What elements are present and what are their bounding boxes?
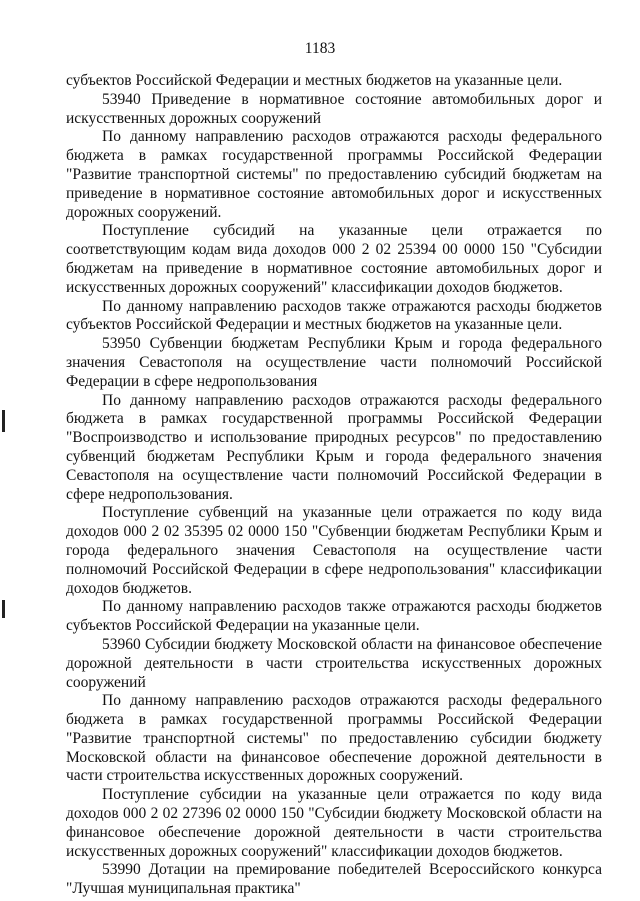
paragraph: По данному направлению расходов отражаются расходы федерального бюджета в рамках государственной программы Российской Федерации "Развитие транспортной системы" по предоставлению субсидий бюджетам на приведение в нормативное состояние автомобильных дорог и искусственных дорожных сооружений. xyxy=(66,128,602,221)
paragraph: По данному направлению расходов также отражаются расходы бюджетов субъектов Российской Федерации на указанные цели. xyxy=(66,598,602,635)
paragraph: По данному направлению расходов отражаются расходы федерального бюджета в рамках государственной программы Российской Федерации "Развитие транспортной системы" по предоставлению субсидии бюджету Московской области на финансовое обеспечение дорожной деятельности в части строительства искусственных дорожных сооружений. xyxy=(66,692,602,785)
section-heading-53940: 53940 Приведение в нормативное состояние автомобильных дорог и искусственных дорожных сооружений xyxy=(66,90,602,127)
paragraph: По данному направлению расходов отражаются расходы федерального бюджета в рамках государственной программы Российской Федерации "Воспроизводство и использование природных ресурсов" по предоставлению субвенций бюджетам Республики Крым и города федерального значения Севастополя на осуществление части полномочий Российской Федерации в сфере недропользования. xyxy=(66,391,602,503)
paragraph-continuation: субъектов Российской Федерации и местных бюджетов на указанные цели. xyxy=(66,72,563,89)
paragraph: По данному направлению расходов также отражаются расходы бюджетов субъектов Российской Федерации и местных бюджетов на указанные цели. xyxy=(66,297,602,334)
paragraph: Поступление субвенций на указанные цели отражается по коду вида доходов 000 2 02 35395 02 0000 150 "Субвенции бюджетам Республики Крым и города федерального значения Севастополя на осуществление части полномочий Российской Федерации в сфере недропользования" классификации доходов бюджетов. xyxy=(66,504,602,597)
scan-edge-mark xyxy=(2,410,5,432)
section-heading-53950: 53950 Субвенции бюджетам Республики Крым и города федерального значения Севастополя на осуществление части полномочий Российской Федерации в сфере недропользования xyxy=(66,335,602,390)
section-heading-53990: 53990 Дотации на премирование победителей Всероссийского конкурса "Лучшая муниципальная практика" xyxy=(66,861,602,898)
page-number: 1183 xyxy=(304,40,336,57)
document-body xyxy=(66,72,602,899)
section-heading-53960: 53960 Субсидии бюджету Московской области на финансовое обеспечение дорожной деятельности в части строительства искусственных дорожных сооружений xyxy=(66,635,602,691)
scan-edge-mark xyxy=(2,600,5,618)
paragraph: Поступление субсидии на указанные цели отражается по коду вида доходов 000 2 02 27396 02 0000 150 "Субсидии бюджету Московской области на финансовое обеспечение дорожной деятельности в части строительства искусственных дорожных сооружений" классификации доходов бюджетов. xyxy=(66,786,602,860)
paragraph: Поступление субсидий на указанные цели отражается по соответствующим кодам вида доходов 000 2 02 25394 00 0000 150 "Субсидии бюджетам на приведение в нормативное состояние автомобильных дорог и искусственных дорожных сооружений" классификации доходов бюджетов. xyxy=(66,222,602,296)
